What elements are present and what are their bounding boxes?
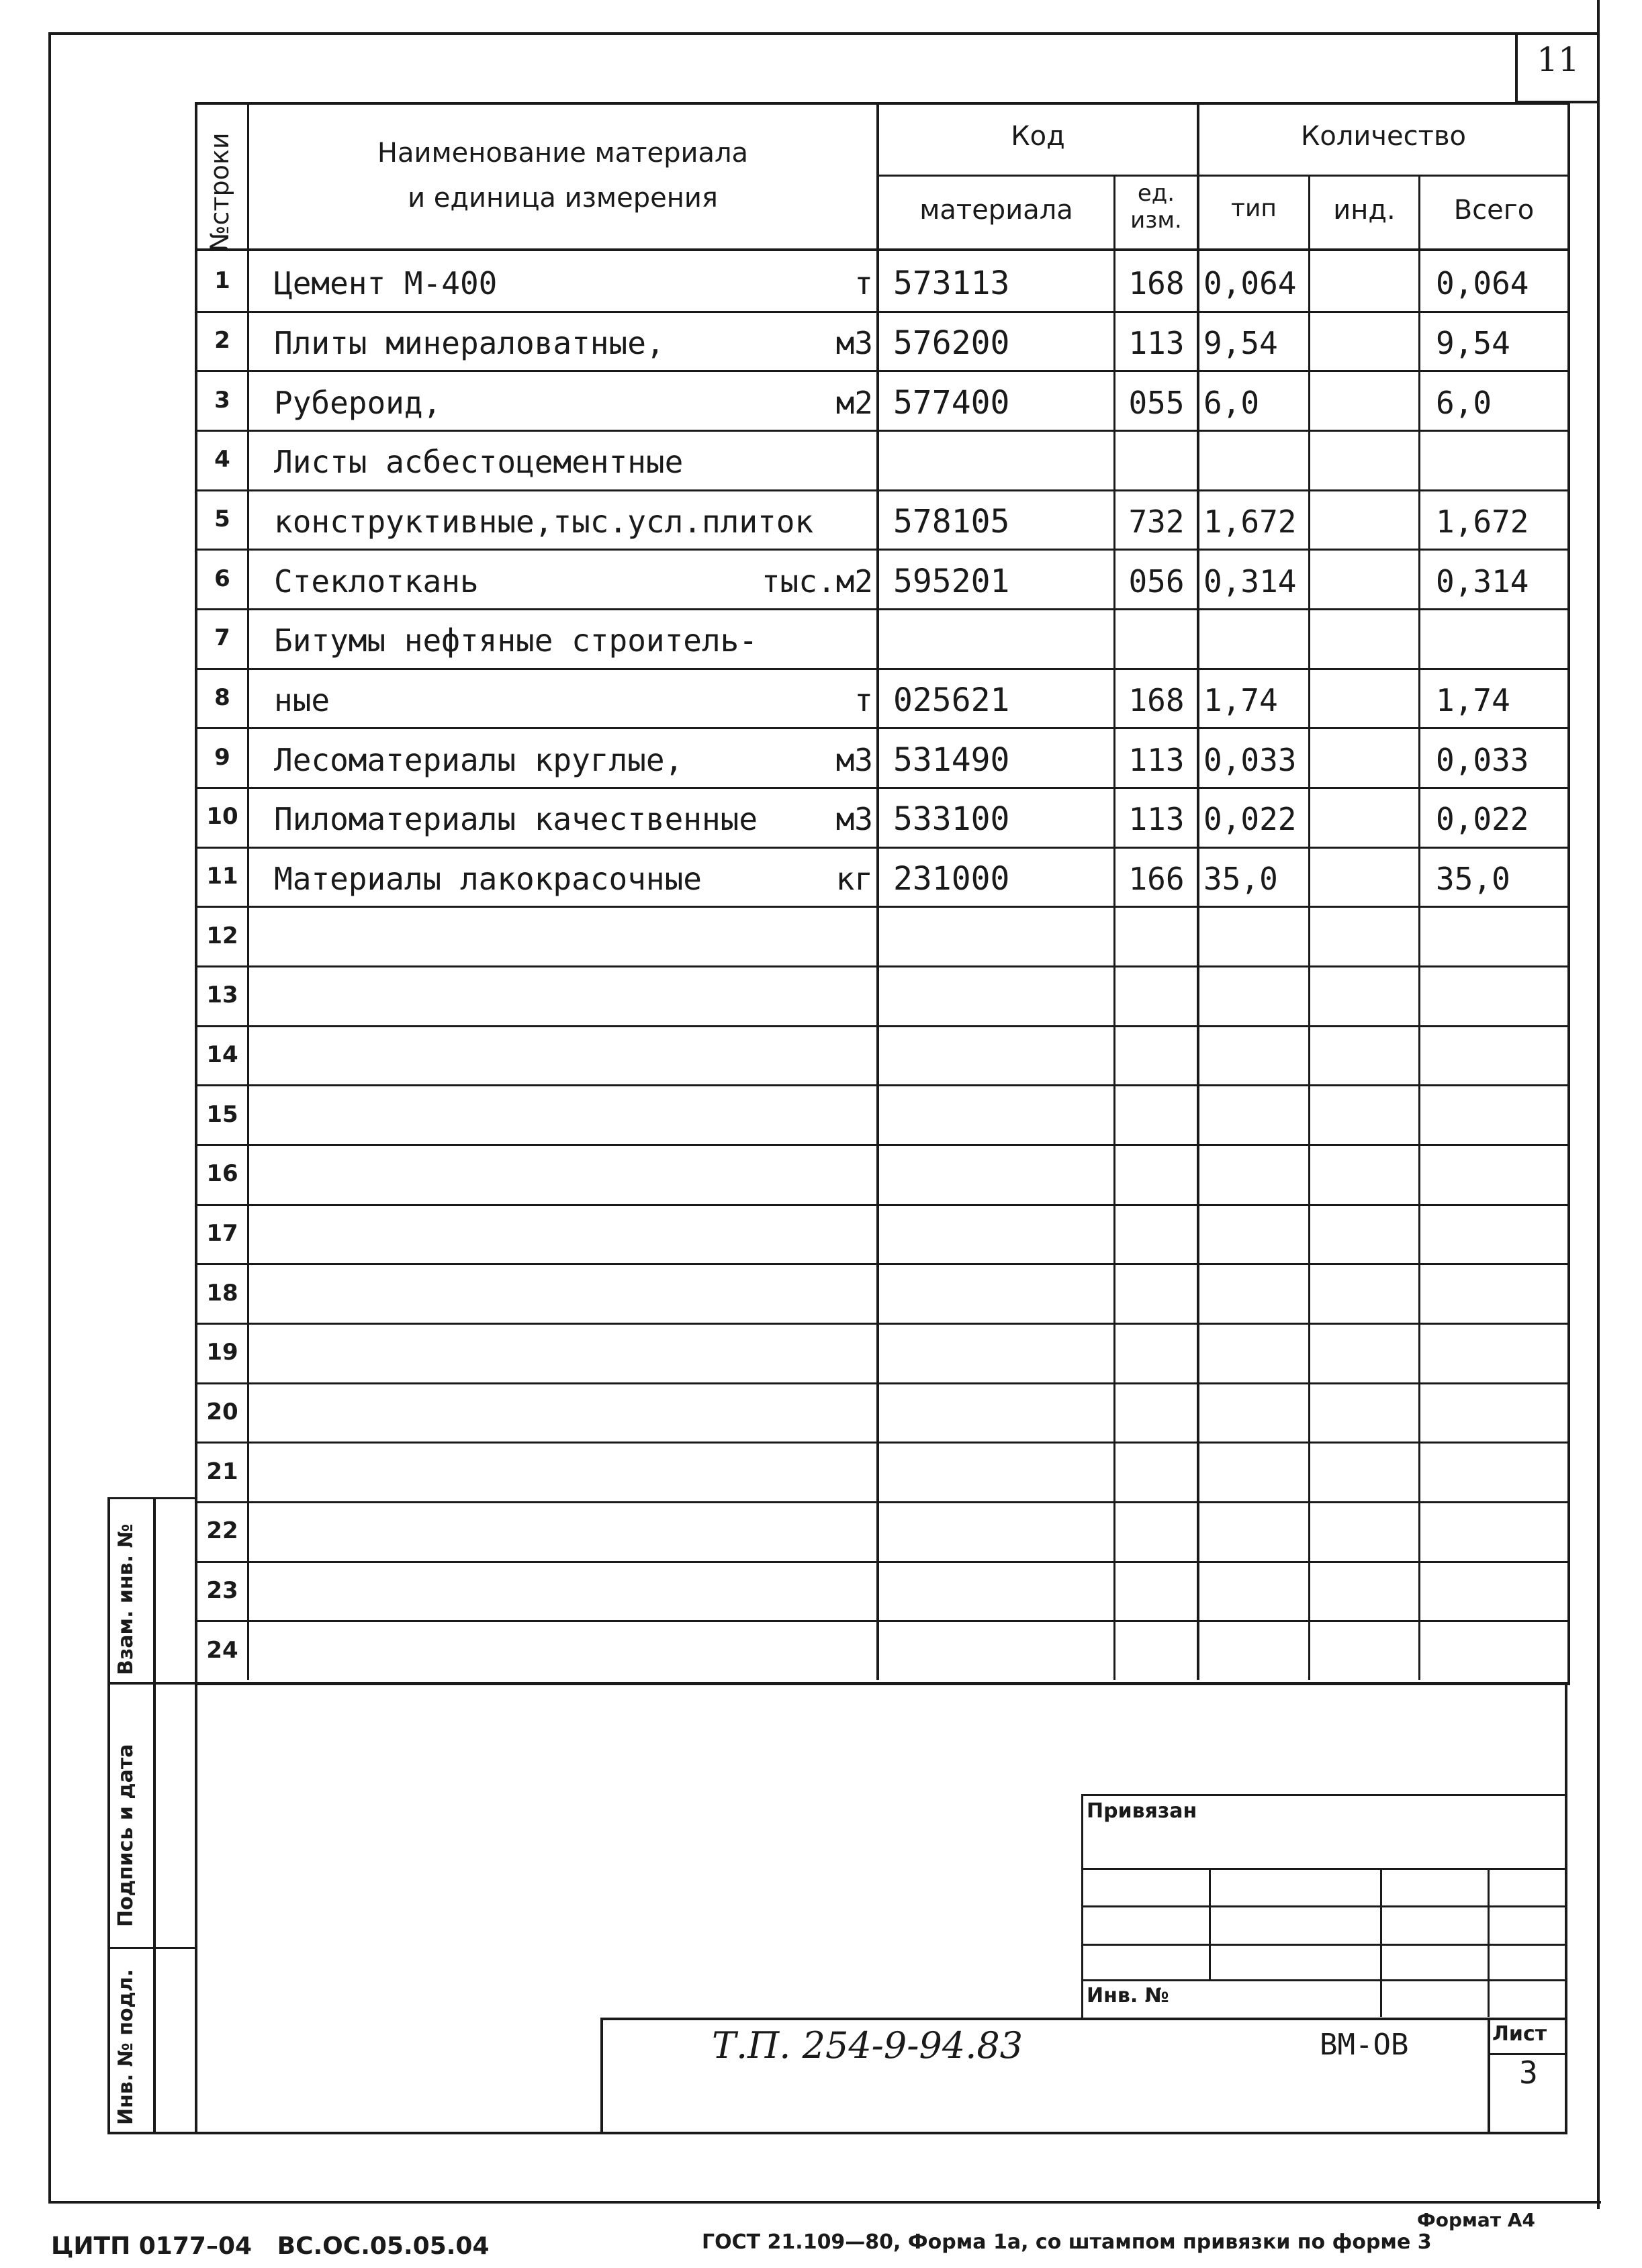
material-code: 533100 <box>893 800 1010 839</box>
row-number: 3 <box>214 386 230 414</box>
row-number: 22 <box>206 1517 238 1545</box>
qty-total: 1,672 <box>1436 504 1529 540</box>
row-number: 9 <box>214 743 230 771</box>
header-qty-ind: инд. <box>1333 195 1396 226</box>
stamp-left-line <box>195 1682 197 2134</box>
qty-type: 35,0 <box>1203 861 1278 897</box>
side-label-vzam: Взам. инв. № <box>114 1523 138 1675</box>
qty-type: 1,672 <box>1203 504 1297 540</box>
sheet-code: ВМ-ОВ <box>1320 2028 1409 2062</box>
qty-total: 0,064 <box>1436 265 1529 302</box>
material-unit: м3 <box>835 325 873 361</box>
material-unit: т <box>854 682 873 718</box>
row-number: 13 <box>206 982 238 1009</box>
qty-type: 0,314 <box>1203 563 1297 600</box>
row-separator <box>195 370 1567 372</box>
material-name: Битумы нефтяные строитель- <box>274 622 758 659</box>
material-code: 576200 <box>893 324 1010 362</box>
row-number: 2 <box>214 327 230 354</box>
material-name: Рубероид, <box>274 384 442 421</box>
material-code: 231000 <box>893 860 1010 898</box>
row-number: 17 <box>206 1220 238 1247</box>
header-qty-type: тип <box>1231 195 1277 222</box>
side-line-1 <box>107 1497 197 1499</box>
qty-type: 0,022 <box>1203 801 1297 838</box>
list-value: 3 <box>1519 2054 1538 2091</box>
row-separator <box>195 1144 1567 1146</box>
material-name: Пиломатериалы качественные <box>274 801 758 838</box>
row-separator <box>195 1263 1567 1265</box>
row-number: 24 <box>206 1636 238 1664</box>
row-number: 4 <box>214 446 230 473</box>
row-number: 10 <box>206 803 238 831</box>
qty-type: 1,74 <box>1203 682 1278 718</box>
row-number: 23 <box>206 1577 238 1604</box>
material-name: Материалы лакокрасочные <box>274 861 702 897</box>
side-label-podpis: Подпись и дата <box>114 1744 138 1927</box>
privyazan-line-2 <box>1081 1905 1565 1907</box>
side-column-mid <box>153 1497 156 2134</box>
row-separator <box>195 311 1567 313</box>
material-code: 573113 <box>893 265 1010 303</box>
col-line-code <box>1113 175 1115 1680</box>
header-sub-line <box>876 175 1567 177</box>
header-row-no: №строки <box>205 132 234 252</box>
row-separator <box>195 1025 1567 1027</box>
row-separator <box>195 906 1567 908</box>
row-number: 1 <box>214 267 230 295</box>
unit-code: 113 <box>1128 741 1185 778</box>
row-separator <box>195 1561 1567 1563</box>
row-number: 5 <box>214 506 230 532</box>
material-code: 595201 <box>893 562 1010 600</box>
unit-code: 732 <box>1128 504 1185 540</box>
row-number: 14 <box>206 1041 238 1068</box>
unit-code: 168 <box>1128 682 1185 718</box>
doc-code: Т.П. 254-9-94.83 <box>712 2024 1023 2067</box>
footer-format: Формат А4 <box>1417 2209 1535 2231</box>
material-unit: м3 <box>835 741 873 778</box>
title-block-vline <box>1488 2018 1490 2132</box>
material-name: Цемент М-400 <box>274 265 498 302</box>
row-separator <box>195 965 1567 967</box>
side-line-2 <box>107 1682 1567 1685</box>
row-number: 12 <box>206 922 238 949</box>
row-separator <box>195 1382 1567 1384</box>
unit-code: 113 <box>1128 325 1185 361</box>
page-number: 11 <box>1537 40 1580 79</box>
row-separator <box>195 608 1567 610</box>
privyazan-line-1 <box>1081 1868 1565 1870</box>
header-name-line1: Наименование материала <box>377 138 749 169</box>
unit-code: 056 <box>1128 563 1185 600</box>
material-name: Лесоматериалы круглые, <box>274 741 684 778</box>
row-separator <box>195 489 1567 491</box>
row-separator <box>195 847 1567 849</box>
material-unit: м3 <box>835 801 873 838</box>
row-separator <box>195 1084 1567 1086</box>
row-separator <box>195 1323 1567 1325</box>
qty-type: 6,0 <box>1203 384 1260 421</box>
material-unit: кг <box>835 861 873 897</box>
qty-total: 0,033 <box>1436 741 1529 778</box>
material-name: конструктивные,тыс.усл.плиток <box>274 504 814 540</box>
qty-total: 0,022 <box>1436 801 1529 838</box>
row-number: 18 <box>206 1279 238 1307</box>
qty-type: 9,54 <box>1203 325 1278 361</box>
row-number: 11 <box>206 863 238 890</box>
material-unit: т <box>854 265 873 302</box>
list-label: Лист <box>1492 2022 1547 2046</box>
material-name: Плиты минераловатные, <box>274 325 665 361</box>
row-number: 19 <box>206 1339 238 1366</box>
unit-code: 113 <box>1128 801 1185 838</box>
material-code: 578105 <box>893 503 1010 540</box>
row-separator <box>195 668 1567 670</box>
qty-total: 6,0 <box>1436 384 1492 421</box>
row-separator <box>195 1620 1567 1622</box>
material-name: Стеклоткань <box>274 563 479 600</box>
header-bottom-line <box>195 248 1567 251</box>
qty-type: 0,033 <box>1203 741 1297 778</box>
row-separator <box>195 430 1567 432</box>
privyazan-vline-1 <box>1209 1868 1211 1979</box>
privyazan-vline-3 <box>1488 1868 1490 2017</box>
row-number: 8 <box>214 684 230 711</box>
row-number: 20 <box>206 1399 238 1425</box>
qty-total: 9,54 <box>1436 325 1510 361</box>
unit-code: 055 <box>1128 384 1185 421</box>
frame-top <box>48 32 1600 35</box>
inv-no-label: Инв. № <box>1087 1984 1169 2007</box>
row-separator <box>195 549 1567 551</box>
privyazan-line-3 <box>1081 1944 1565 1946</box>
header-qty-total: Всего <box>1453 195 1535 226</box>
qty-total: 35,0 <box>1436 861 1510 897</box>
header-code-material: материала <box>919 195 1073 226</box>
privyazan-vline-2 <box>1380 1868 1382 2017</box>
row-number: 16 <box>206 1160 238 1188</box>
row-separator <box>195 1501 1567 1503</box>
material-unit: м2 <box>835 384 873 421</box>
material-name: ные <box>274 682 330 718</box>
row-number: 15 <box>206 1100 238 1128</box>
side-column-left <box>107 1497 110 2134</box>
col-line-ind <box>1418 175 1420 1680</box>
footer-left: ЦИТП 0177–04 ВС.ОС.05.05.04 <box>51 2232 490 2260</box>
row-separator <box>195 1204 1567 1206</box>
material-code: 577400 <box>893 383 1010 422</box>
row-separator <box>195 1442 1567 1444</box>
header-code: Код <box>1011 121 1065 152</box>
unit-code: 166 <box>1128 861 1185 897</box>
header-quantity: Количество <box>1300 121 1466 152</box>
material-code: 531490 <box>893 741 1010 779</box>
col-line-type <box>1308 175 1310 1680</box>
material-unit: тыс.м2 <box>761 563 873 600</box>
material-name: Листы асбестоцементные <box>274 444 684 481</box>
header-code-unit: ед. изм. <box>1130 180 1182 234</box>
privyazan-line-4 <box>1081 1979 1565 1981</box>
row-number: 6 <box>214 565 230 592</box>
row-number: 7 <box>214 624 230 652</box>
privyazan-label: Привязан <box>1087 1799 1197 1823</box>
qty-total: 1,74 <box>1436 682 1510 718</box>
frame-right <box>1597 0 1600 2209</box>
header-name-line2: и единица измерения <box>408 183 718 214</box>
unit-code: 168 <box>1128 265 1185 302</box>
footer-gost: ГОСТ 21.109—80, Форма 1а, со штампом привязки по форме 3 <box>702 2230 1432 2254</box>
material-code: 025621 <box>893 681 1010 719</box>
row-separator <box>195 787 1567 789</box>
qty-type: 0,064 <box>1203 265 1297 302</box>
qty-total: 0,314 <box>1436 563 1529 600</box>
side-line-3 <box>107 1947 197 1949</box>
row-number: 21 <box>206 1458 238 1485</box>
row-separator <box>195 727 1567 729</box>
side-label-inv-podl: Инв. № подл. <box>114 1969 138 2125</box>
